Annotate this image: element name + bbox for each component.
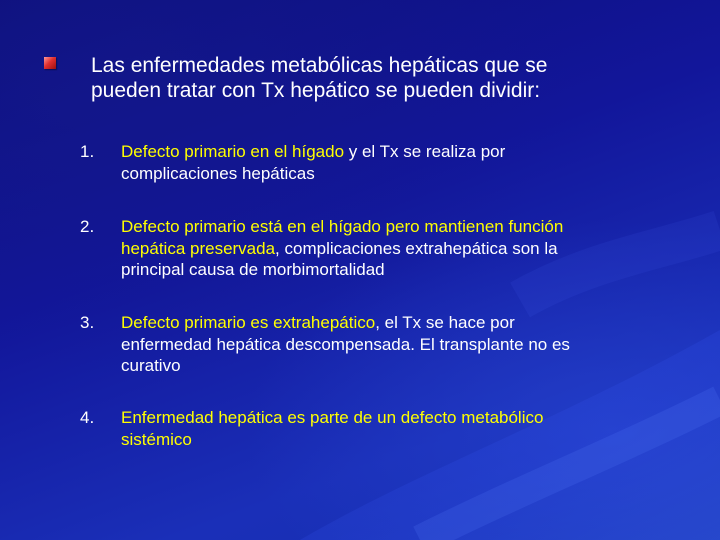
highlight-text: hepática preservada bbox=[121, 238, 276, 258]
item-text-part: , complicaciones extrahepática son la bbox=[275, 238, 558, 258]
list-item-text bbox=[121, 216, 681, 281]
item-text-part: principal causa de morbimortalidad bbox=[121, 260, 385, 279]
item-text-part: , el Tx se hace por bbox=[375, 313, 515, 332]
intro-line-1: Las enfermedades metabólicas hepáticas que se bbox=[91, 54, 548, 77]
list-item-text bbox=[121, 141, 681, 184]
list-item-number: 2. bbox=[80, 217, 95, 236]
highlight-text: Enfermedad hepática es parte de un defecto metabólico bbox=[121, 408, 544, 427]
intro-text bbox=[91, 53, 691, 103]
item-text-part: complicaciones hepáticas bbox=[121, 163, 315, 183]
list-item-number: 4. bbox=[80, 408, 95, 427]
list-item-text bbox=[121, 407, 681, 450]
list-item-number: 3. bbox=[80, 313, 95, 332]
list-item-text bbox=[121, 312, 681, 377]
intro-line-2: pueden tratar con Tx hepático se pueden dividir: bbox=[91, 79, 541, 102]
item-text-part: enfermedad hepática descompensada. El transplante no es bbox=[121, 334, 570, 354]
item-text-part: curativo bbox=[121, 356, 181, 375]
highlight-text: Defecto primario está en el hígado pero mantienen función bbox=[121, 217, 564, 236]
highlight-text: Defecto primario en el hígado bbox=[121, 142, 345, 161]
bullet-square-icon bbox=[44, 57, 56, 69]
list-item-number: 1. bbox=[80, 142, 95, 161]
highlight-text: sistémico bbox=[121, 429, 192, 449]
highlight-text: Defecto primario es extrahepático bbox=[121, 313, 376, 332]
item-text-part: y el Tx se realiza por bbox=[344, 142, 506, 161]
